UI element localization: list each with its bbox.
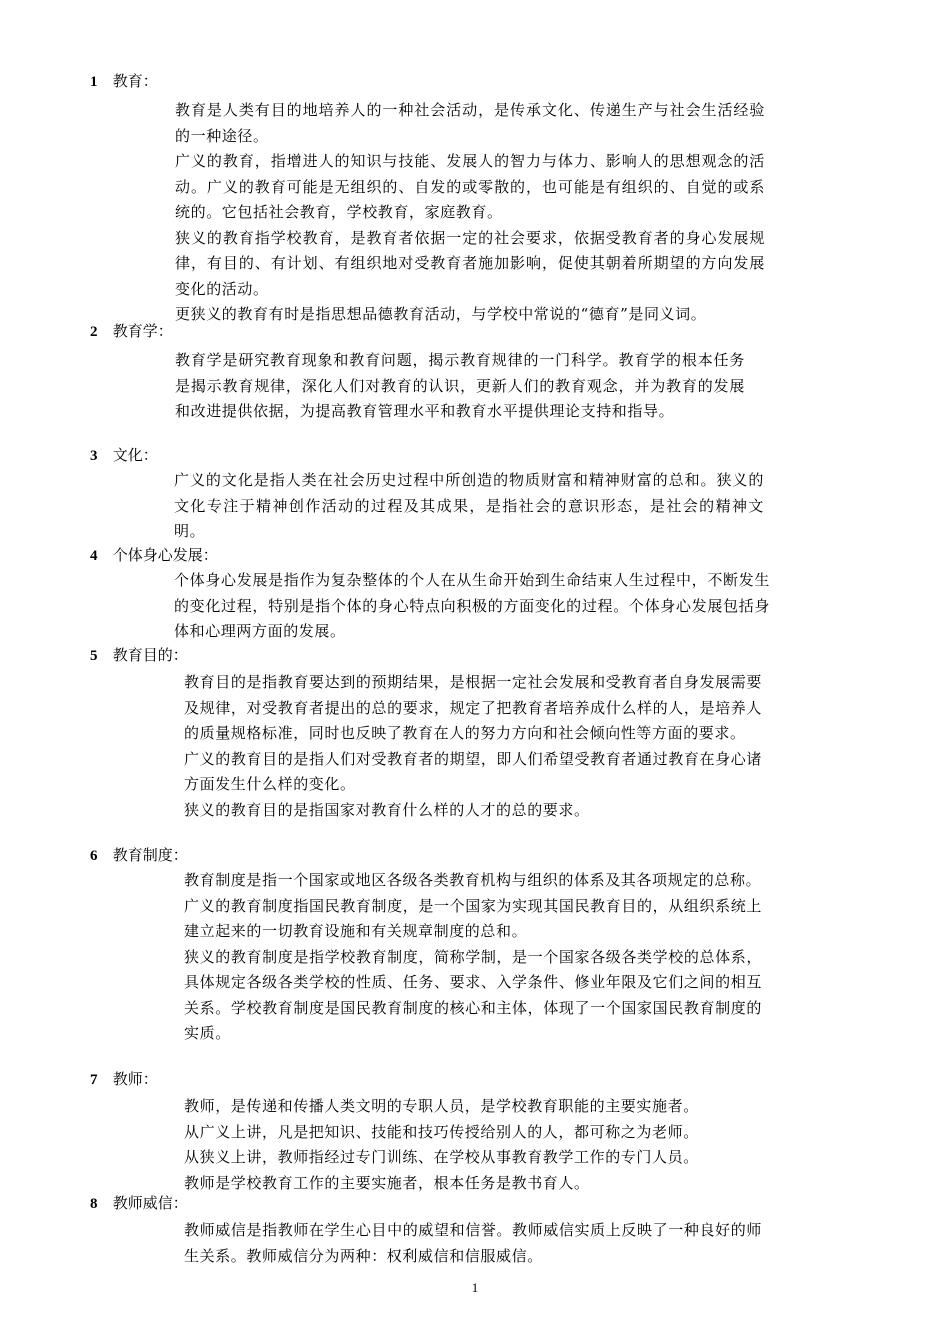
section-number: 4	[90, 548, 98, 564]
paragraph: 广义的教育制度指国民教育制度，是一个国家为实现其国民教育目的，从组织系统上建立起来的一切教育设施和有关规章制度的总和。	[184, 896, 762, 940]
section-1	[90, 68, 780, 328]
paragraph: 个体身心发展是指作为复杂整体的个人在从生命开始到生命结束人生过程中，不断发生的变化过程，特别是指个体的身心特点向积极的方面变化的过程。个体身心发展包括身体和心理两方面的发展。	[174, 571, 770, 640]
section-title: 教师：	[112, 1070, 158, 1088]
section-number: 2	[90, 324, 98, 340]
section-number: 1	[90, 74, 98, 90]
paragraph: 教育学是研究教育现象和教育问题，揭示教育规律的一门科学。教育学的根本任务是揭示教育规律，深化人们对教育的认识，更新人们的教育观念，并为教育的发展和改进提供依据，为提高教育管理水平和教育水平提供理论支持和指导。	[175, 351, 745, 420]
page-number: 1	[471, 1280, 479, 1295]
section-heading	[90, 542, 780, 568]
paragraph: 广义的教育，指增进人的知识与技能、发展人的智力与体力、影响人的思想观念的活动。广义的教育可能是无组织的、自发的或零散的，也可能是有组织的、自觉的或系统的。它包括社会教育，学校教育，家庭教育。	[175, 152, 765, 221]
section-title: 教育目的：	[112, 646, 188, 664]
section-title: 教育制度：	[112, 846, 188, 864]
paragraph: 广义的教育目的是指人们对受教育者的期望，即人们希望受教育者通过教育在身心诸方面发生什么样的变化。	[184, 749, 762, 793]
section-heading	[90, 1066, 780, 1092]
section-number: 5	[90, 648, 98, 664]
section-title: 个体身心发展：	[112, 546, 218, 564]
paragraph: 更狭义的教育有时是指思想品德教育活动，与学校中常说的“德育”是同义词。	[175, 305, 707, 323]
section-5	[90, 642, 780, 823]
section-title: 文化：	[112, 446, 158, 464]
paragraph: 教师是学校教育工作的主要实施者，根本任务是教书育人。	[184, 1173, 590, 1192]
paragraph: 教育目的是指教育要达到的预期结果，是根据一定社会发展和受教育者自身发展需要及规律，对受教育者提出的总的要求，规定了把教育者培养成什么样的人，是培养人的质量规格标准，同时也反映了教育在人的努力方向和社会倾向性等方面的要求。	[184, 673, 762, 742]
section-number: 6	[90, 848, 98, 864]
section-heading	[90, 68, 780, 94]
section-heading	[90, 842, 780, 868]
paragraph: 教师，是传递和传播人类文明的专职人员，是学校教育职能的主要实施者。	[184, 1097, 699, 1115]
paragraph: 狭义的教育制度是指学校教育制度，简称学制，是一个国家各级各类学校的总体系，具体规定各级各类学校的性质、任务、要求、入学条件、修业年限及它们之间的相互关系。学校教育制度是国民教育制度的核心和主体，体现了一个国家国民教育制度的实质。	[184, 947, 762, 1042]
section-2	[90, 318, 780, 425]
paragraph: 从狭义上讲，教师指经过专门训练、在学校从事教育教学工作的专门人员。	[184, 1148, 699, 1166]
section-number: 8	[90, 1196, 98, 1212]
paragraph: 教育是人类有目的地培养人的一种社会活动，是传承文化、传递生产与社会生活经验的一种途径。	[175, 101, 765, 145]
section-3	[90, 442, 780, 545]
paragraph: 广义的文化是指人类在社会历史过程中所创造的物质财富和精神财富的总和。狭义的文化专注于精神创作活动的过程及其成果，是指社会的意识形态，是社会的精神文明。	[174, 471, 764, 540]
section-heading	[90, 442, 780, 468]
section-number: 7	[90, 1072, 98, 1088]
section-number: 3	[90, 448, 98, 464]
section-4	[90, 542, 780, 645]
paragraph: 从广义上讲，凡是把知识、技能和技巧传授给别人的人，都可称之为老师。	[184, 1122, 699, 1141]
section-heading	[90, 1190, 780, 1216]
section-6	[90, 842, 780, 1047]
section-7	[90, 1066, 780, 1196]
paragraph: 教育制度是指一个国家或地区各级各类教育机构与组织的体系及其各项规定的总称。	[184, 871, 762, 889]
section-title: 教育：	[112, 72, 158, 90]
paragraph: 狭义的教育目的是指国家对教育什么样的人才的总的要求。	[184, 800, 590, 819]
section-8	[90, 1190, 780, 1269]
paragraph: 狭义的教育指学校教育，是教育者依据一定的社会要求，依据受教育者的身心发展规律，有目的、有计划、有组织地对受教育者施加影响，促使其朝着所期望的方向发展变化的活动。	[175, 228, 765, 298]
section-title: 教育学：	[112, 322, 173, 340]
section-title: 教师威信：	[112, 1194, 188, 1212]
paragraph: 教师威信是指教师在学生心目中的威望和信誉。教师威信实质上反映了一种良好的师生关系。教师威信分为两种：权利威信和信服威信。	[184, 1221, 762, 1265]
section-heading	[90, 318, 780, 344]
section-heading	[90, 642, 780, 668]
